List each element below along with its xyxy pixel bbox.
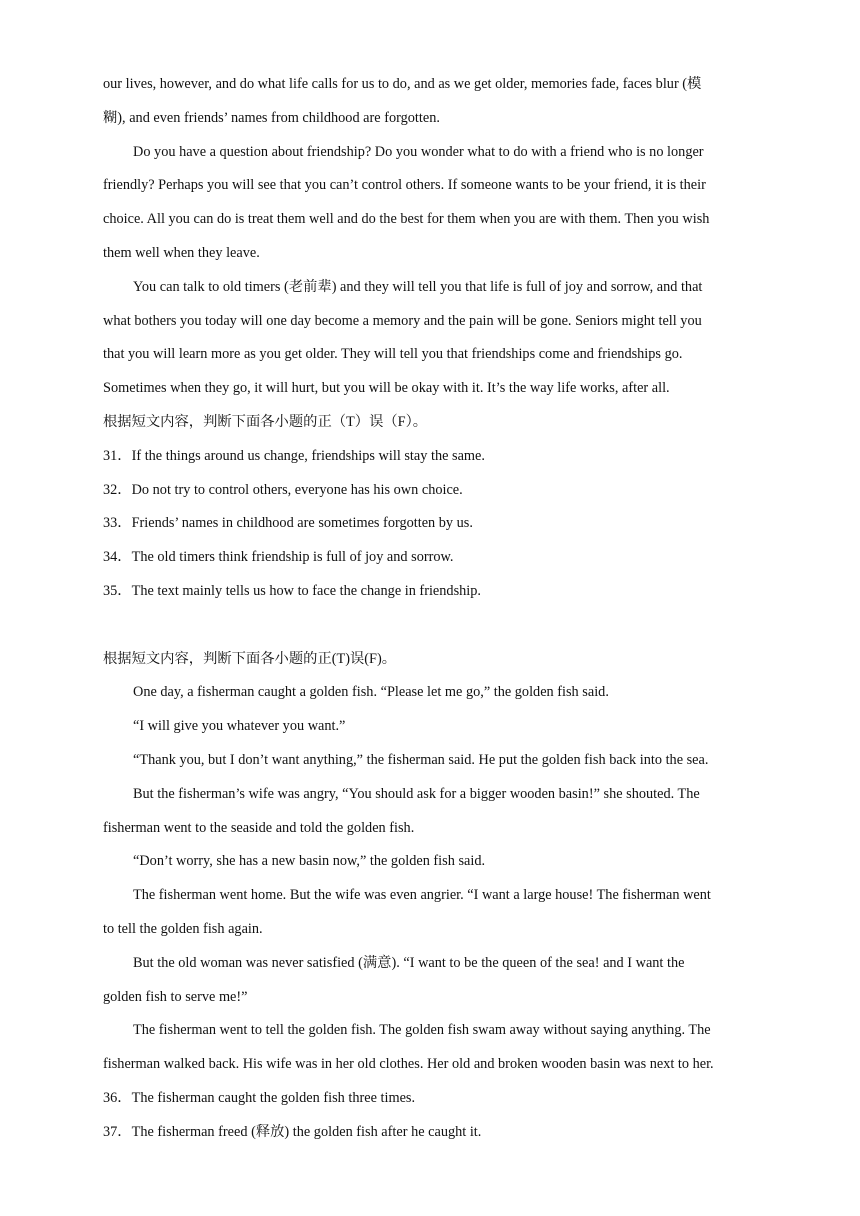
passage2-p8-line2: fisherman walked back. His wife was in her old clothes. Her old and broken wooden basin was next to her. (103, 1056, 714, 1073)
passage1-p2-line4: them well when they leave. (103, 244, 260, 261)
passage1-p3-line1: You can talk to old timers (老前辈) and they will tell you that life is full of joy and sorrow, and that (133, 278, 703, 295)
passage2-p8-line1: The fisherman went to tell the golden fish. The golden fish swam away without saying anything. The (133, 1022, 711, 1039)
question-text: The old timers think friendship is full of joy and sorrow. (131, 549, 454, 566)
passage1-p3-line4: Sometimes when they go, it will hurt, but you will be okay with it. It’s the way life works, after all. (103, 380, 670, 397)
question-text: Friends’ names in childhood are sometimes forgotten by us. (131, 515, 473, 532)
question-number: 34． (103, 549, 132, 566)
passage1-p1-line1: our lives, however, and do what life calls for us to do, and as we get older, memories fade, faces blur (模 (103, 76, 702, 92)
passage1-p1-line2: 糊), and even friends’ names from childhood are forgotten. (103, 109, 440, 126)
question-number: 33． (103, 515, 132, 532)
passage1-p3-line2: what bothers you today will one day become a memory and the pain will be gone. Seniors might tell you (103, 312, 702, 329)
passage1-instruction: 根据短文内容，判断下面各小题的正（T）误（F）。 (103, 413, 428, 430)
question-text: Do not try to control others, everyone has his own choice. (131, 481, 463, 498)
passage2-p5: “Don’t worry, she has a new basin now,” the golden fish said. (133, 853, 486, 870)
question-32 (103, 474, 753, 508)
question-number: 37． (103, 1123, 132, 1140)
question-text: The text mainly tells us how to face the change in friendship. (131, 582, 481, 599)
question-number: 31． (103, 447, 132, 464)
question-34 (103, 541, 753, 575)
passage2-p7-line2: golden fish to serve me!” (103, 988, 248, 1005)
passage2-p7-line1: But the old woman was never satisfied (满意). “I want to be the queen of the sea! and I want the (133, 954, 685, 971)
question-35 (103, 575, 753, 609)
section-spacer (103, 609, 753, 643)
passage2-p6-line2: to tell the golden fish again. (103, 920, 263, 937)
question-33 (103, 507, 753, 541)
passage2-p6-line1: The fisherman went home. But the wife was even angrier. “I want a large house! The fisherman went (133, 887, 711, 904)
passage2-p1: One day, a fisherman caught a golden fish. “Please let me go,” the golden fish said. (133, 684, 609, 701)
passage2-p3: “Thank you, but I don’t want anything,” the fisherman said. He put the golden fish back into the sea. (133, 751, 709, 768)
question-number: 36． (103, 1089, 132, 1106)
question-36 (103, 1082, 753, 1116)
question-37 (103, 1116, 753, 1150)
document-body (103, 68, 753, 1150)
passage2-instruction: 根据短文内容，判断下面各小题的正(T)误(F)。 (103, 650, 397, 667)
passage1-p2-line3: choice. All you can do is treat them well and do the best for them when you are with them. Then you wish (103, 211, 710, 228)
passage1-p3-line3: that you will learn more as you get older. They will tell you that friendships come and friendships go. (103, 346, 683, 363)
passage2-p4-line1: But the fisherman’s wife was angry, “You should ask for a bigger wooden basin!” she shouted. The (133, 785, 700, 802)
question-number: 32． (103, 481, 132, 498)
question-text: The fisherman freed (释放) the golden fish after he caught it. (131, 1123, 482, 1140)
passage1-p2-line2: friendly? Perhaps you will see that you can’t control others. If someone wants to be your friend, it is their (103, 177, 706, 194)
question-text: If the things around us change, friendships will stay the same. (131, 447, 485, 464)
passage2-p2: “I will give you whatever you want.” (133, 718, 346, 735)
passage2-p4-line2: fisherman went to the seaside and told the golden fish. (103, 819, 415, 836)
question-number: 35． (103, 582, 132, 599)
question-31 (103, 440, 753, 474)
passage1-p2-line1: Do you have a question about friendship? Do you wonder what to do with a friend who is no longer (133, 143, 704, 160)
question-text: The fisherman caught the golden fish three times. (131, 1089, 416, 1106)
